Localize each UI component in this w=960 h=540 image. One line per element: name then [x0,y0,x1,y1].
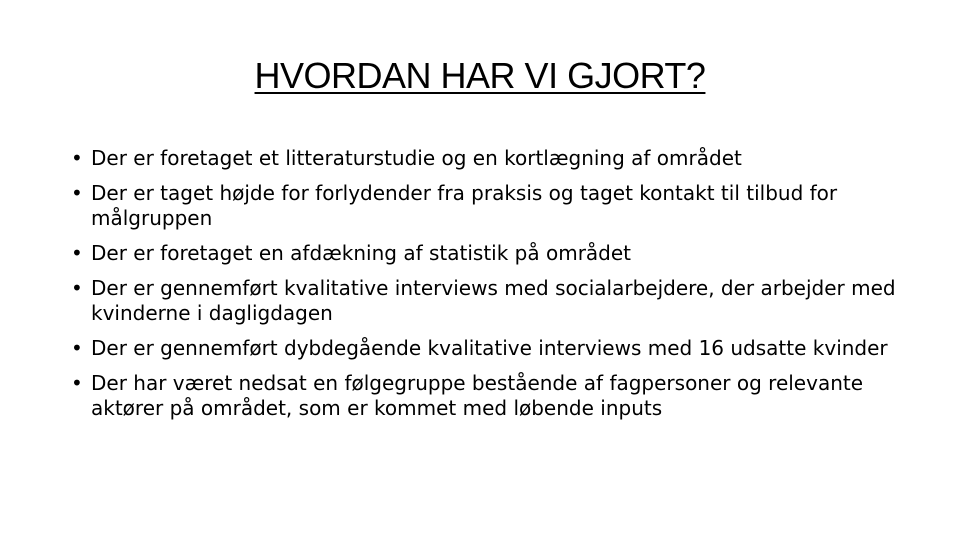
bullet-text: Der er gennemført dybdegående kvalitative interviews med 16 udsatte kvinder [91,336,888,360]
bullet-list [70,146,930,431]
bullet-text: Der er taget højde for forlydender fra praksis og taget kontakt til tilbud for målgruppen [91,181,838,230]
bullet-dot-icon: • [71,241,83,265]
bullet-item [70,181,930,231]
bullet-text: Der har været nedsat en følgegruppe bestående af fagpersoner og relevante aktører på området, som er kommet med løbende inputs [91,371,864,420]
bullet-text: Der er foretaget en afdækning af statistik på området [91,241,632,265]
bullet-item [70,241,930,266]
slide-title [0,52,960,100]
bullet-dot-icon: • [71,181,83,205]
bullet-dot-icon: • [71,371,83,395]
bullet-item [70,371,930,421]
slide-title-text: HVORDAN HAR VI GJORT? [254,55,706,96]
bullet-text: Der er foretaget et litteraturstudie og en kortlægning af området [91,146,742,170]
bullet-text: Der er gennemført kvalitative interviews med socialarbejdere, der arbejder med kvinderne i dagligdagen [91,276,896,325]
bullet-item [70,276,930,326]
bullet-dot-icon: • [71,146,83,170]
bullet-item [70,336,930,361]
bullet-dot-icon: • [71,336,83,360]
bullet-item [70,146,930,171]
bullet-dot-icon: • [71,276,83,300]
